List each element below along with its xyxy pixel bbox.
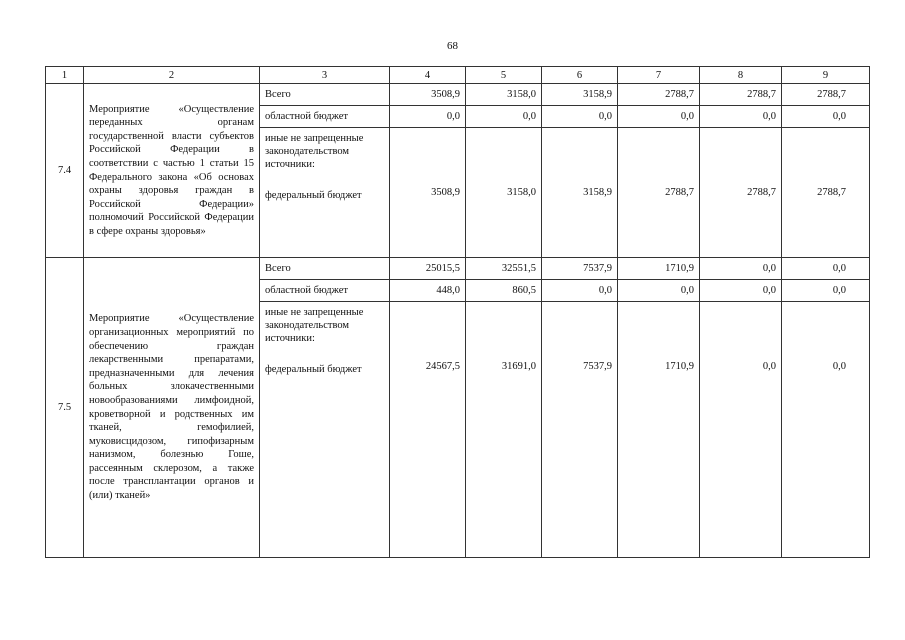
value-cell: 2788,7 [618, 128, 700, 258]
funding-source: Всего [260, 84, 390, 106]
funding-source: Всего [260, 258, 390, 280]
row-number: 7.5 [46, 258, 84, 558]
value-cell: 7537,9 [542, 258, 618, 280]
value-cell: 31691,0 [466, 302, 542, 558]
column-header: 1 [46, 67, 84, 84]
value-cell: 860,5 [466, 280, 542, 302]
value-cell: 25015,5 [390, 258, 466, 280]
value-cell: 0,0 [466, 106, 542, 128]
funding-source [260, 302, 390, 558]
column-header: 9 [782, 67, 870, 84]
value-cell: 3158,0 [466, 128, 542, 258]
spacer [265, 171, 384, 189]
value-cell: 0,0 [782, 106, 870, 128]
value-cell: 3508,9 [390, 84, 466, 106]
funding-source-sublabel: федеральный бюджет [265, 190, 362, 201]
funding-source-sublabel: федеральный бюджет [265, 364, 362, 375]
value-cell: 24567,5 [390, 302, 466, 558]
value-cell: 32551,5 [466, 258, 542, 280]
value-cell: 3158,9 [542, 84, 618, 106]
value-cell: 0,0 [542, 280, 618, 302]
value-cell: 0,0 [618, 106, 700, 128]
column-header: 4 [390, 67, 466, 84]
value-cell: 3158,0 [466, 84, 542, 106]
funding-source-label: иные не запрещенные законодательством источники: [265, 133, 364, 170]
column-header: 8 [700, 67, 782, 84]
value-cell: 448,0 [390, 280, 466, 302]
table-row [46, 258, 870, 280]
column-header: 7 [618, 67, 700, 84]
value-cell: 0,0 [390, 106, 466, 128]
funding-source-label: иные не запрещенные законодательством источники: [265, 307, 364, 344]
row-number: 7.4 [46, 84, 84, 258]
column-header: 5 [466, 67, 542, 84]
value-cell: 2788,7 [700, 128, 782, 258]
spacer [265, 345, 384, 363]
value-cell: 2788,7 [782, 128, 870, 258]
value-cell: 0,0 [782, 258, 870, 280]
funding-source [260, 128, 390, 258]
value-cell: 0,0 [782, 280, 870, 302]
page-number: 68 [447, 40, 458, 52]
value-cell: 1710,9 [618, 258, 700, 280]
value-cell: 0,0 [782, 302, 870, 558]
value-cell: 0,0 [700, 280, 782, 302]
budget-table [45, 66, 870, 558]
value-cell: 1710,9 [618, 302, 700, 558]
value-cell: 0,0 [700, 258, 782, 280]
value-cell: 3508,9 [390, 128, 466, 258]
value-cell: 2788,7 [782, 84, 870, 106]
value-cell: 7537,9 [542, 302, 618, 558]
value-cell: 0,0 [700, 302, 782, 558]
column-header: 3 [260, 67, 390, 84]
value-cell: 0,0 [700, 106, 782, 128]
column-header: 6 [542, 67, 618, 84]
activity-name: Мероприятие «Осуществление переданных органам государственной власти субъектов Российской Федерации в соответствии с частью 1 статьи 15 Федерального закона «Об основах охраны здоровья граждан в Российской Федерации» полномочий Российской Федерации в сфере охраны здоровья» [84, 84, 260, 258]
value-cell: 0,0 [542, 106, 618, 128]
column-header: 2 [84, 67, 260, 84]
column-header-row [46, 67, 870, 84]
funding-source: областной бюджет [260, 280, 390, 302]
value-cell: 3158,9 [542, 128, 618, 258]
table-row [46, 84, 870, 106]
activity-name: Мероприятие «Осуществление организационных мероприятий по обеспечению граждан лекарственными препаратами, предназначенными для лечения больных злокачественными новообразованиями лимфоидной, кроветворной и родственных им тканей, гемофилией, муковисцидозом, гипофизарным нанизмом, болезнью Гоше, рассеянным склерозом, а также после трансплантации органов и (или) тканей» [84, 258, 260, 558]
value-cell: 2788,7 [700, 84, 782, 106]
value-cell: 0,0 [618, 280, 700, 302]
value-cell: 2788,7 [618, 84, 700, 106]
funding-source: областной бюджет [260, 106, 390, 128]
